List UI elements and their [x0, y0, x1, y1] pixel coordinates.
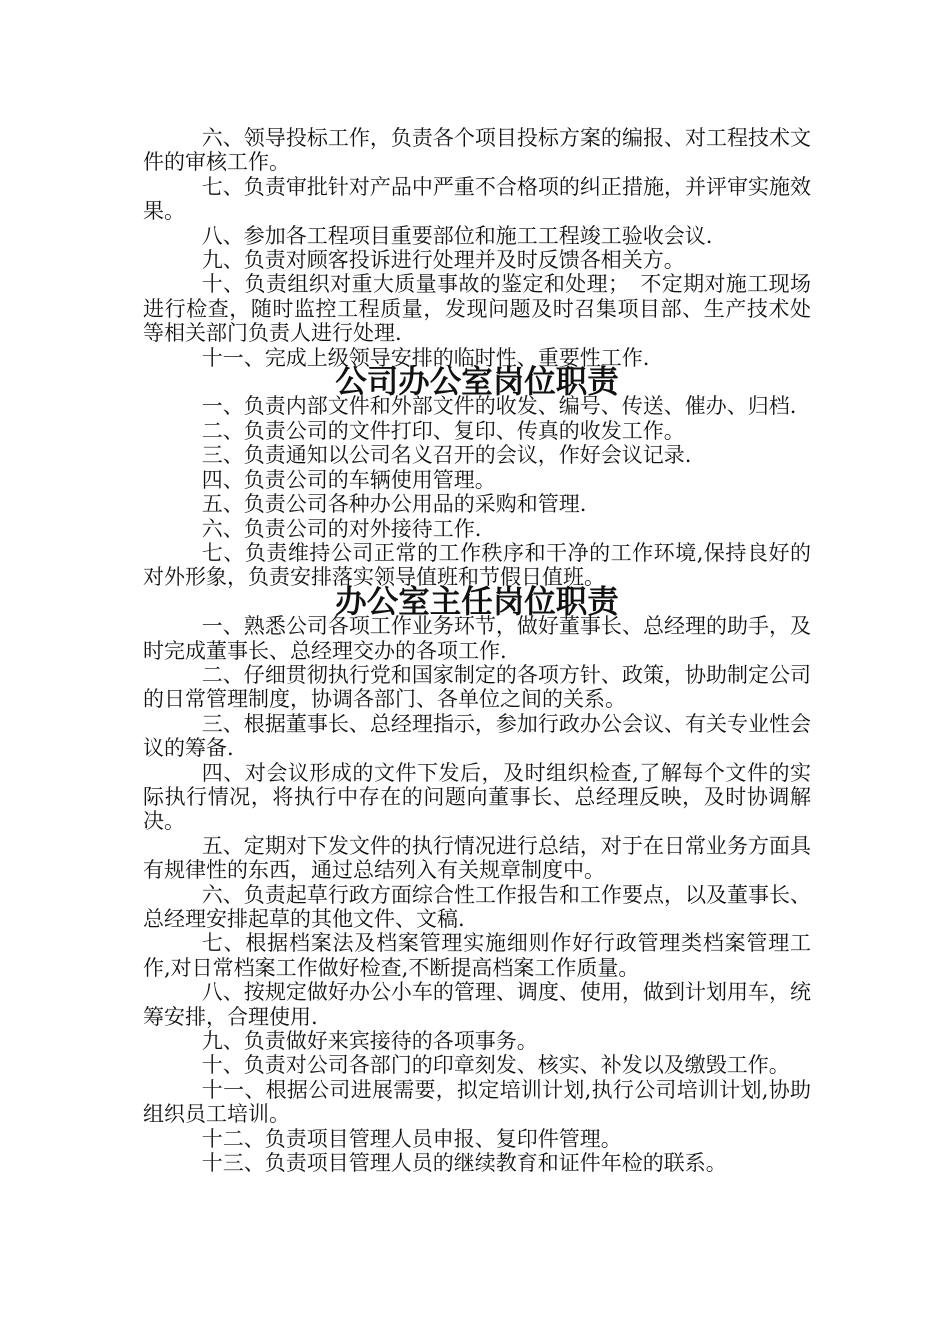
paragraph: 二、负责公司的文件打印、复印、传真的收发工作。 [201, 418, 685, 443]
paragraph: 五、负责公司各种办公用品的采购和管理. [201, 492, 587, 517]
paragraph: 七、负责审批针对产品中严重不合格项的纠正措施，并评审实施效果。 [143, 174, 811, 224]
paragraph: 五、定期对下发文件的执行情况进行总结，对于在日常业务方面具有规律性的东西，通过总结列入有关规章制度中。 [143, 833, 811, 883]
paragraph: 七、根据档案法及档案管理实施细则作好行政管理类档案管理工作,对日常档案工作做好检查,不断提高档案工作质量。 [143, 931, 811, 980]
section-heading-office: 公司办公室岗位职责 [335, 364, 619, 401]
paragraph: 六、负责公司的对外接待工作. [201, 516, 482, 541]
document-page [143, 126, 811, 1175]
paragraph: 四、负责公司的车辆使用管理。 [201, 467, 496, 492]
paragraph: 九、负责对顾客投诉进行处理并及时反馈各相关方。 [201, 248, 685, 273]
paragraph: 十二、负责项目管理人员申报、复印件管理。 [201, 1126, 622, 1151]
paragraph: 十、负责组织对重大质量事故的鉴定和处理； 不定期对施工现场进行检查，随时监控工程质量，发现问题及时召集项目部、生产技术处等相关部门负责人进行处理. [143, 272, 811, 346]
paragraph: 八、按规定做好办公小车的管理、调度、使用，做到计划用车，统筹安排，合理使用. [143, 980, 811, 1029]
paragraph: 一、负责内部文件和外部文件的收发、编号、传送、催办、归档. [201, 394, 797, 419]
paragraph: 七、负责维持公司正常的工作秩序和干净的工作环境,保持良好的对外形象，负责安排落实领导值班和节假日值班。 [143, 540, 811, 590]
paragraph: 六、负责起草行政方面综合性工作报告和工作要点，以及董事长、总经理安排起草的其他文件、文稿. [143, 882, 811, 931]
paragraph: 十、负责对公司各部门的印章刻发、核实、补发以及缴毁工作。 [201, 1053, 790, 1078]
paragraph: 一、熟悉公司各项工作业务环节，做好董事长、总经理的助手，及时完成董事长、总经理交办的各项工作. [143, 614, 811, 663]
paragraph: 四、对会议形成的文件下发后，及时组织检查,了解每个文件的实际执行情况，将执行中存在的问题向董事长、总经理反映，及时协调解决。 [143, 760, 811, 834]
paragraph: 八、参加各工程项目重要部位和施工工程竣工验收会议. [201, 223, 713, 248]
paragraph: 三、根据董事长、总经理指示，参加行政办公会议、有关专业性会议的筹备. [143, 711, 811, 761]
paragraph: 九、负责做好来宾接待的各项事务。 [201, 1029, 538, 1054]
paragraph: 十三、负责项目管理人员的继续教育和证件年检的联系。 [201, 1151, 727, 1176]
paragraph: 三、负责通知以公司名义召开的会议，作好会议记录. [201, 443, 692, 468]
paragraph: 六、领导投标工作，负责各个项目投标方案的编报、对工程技术文件的审核工作。 [143, 126, 811, 175]
section-heading-office-director: 办公室主任岗位职责 [335, 583, 619, 620]
paragraph: 十一、根据公司进展需要，拟定培训计划,执行公司培训计划,协助组织员工培训。 [143, 1077, 811, 1127]
paragraph: 十一、完成上级领导安排的临时性、重要性工作. [201, 345, 650, 370]
paragraph: 二、仔细贯彻执行党和国家制定的各项方针、政策，协助制定公司的日常管理制度，协调各部门、各单位之间的关系。 [143, 662, 811, 712]
